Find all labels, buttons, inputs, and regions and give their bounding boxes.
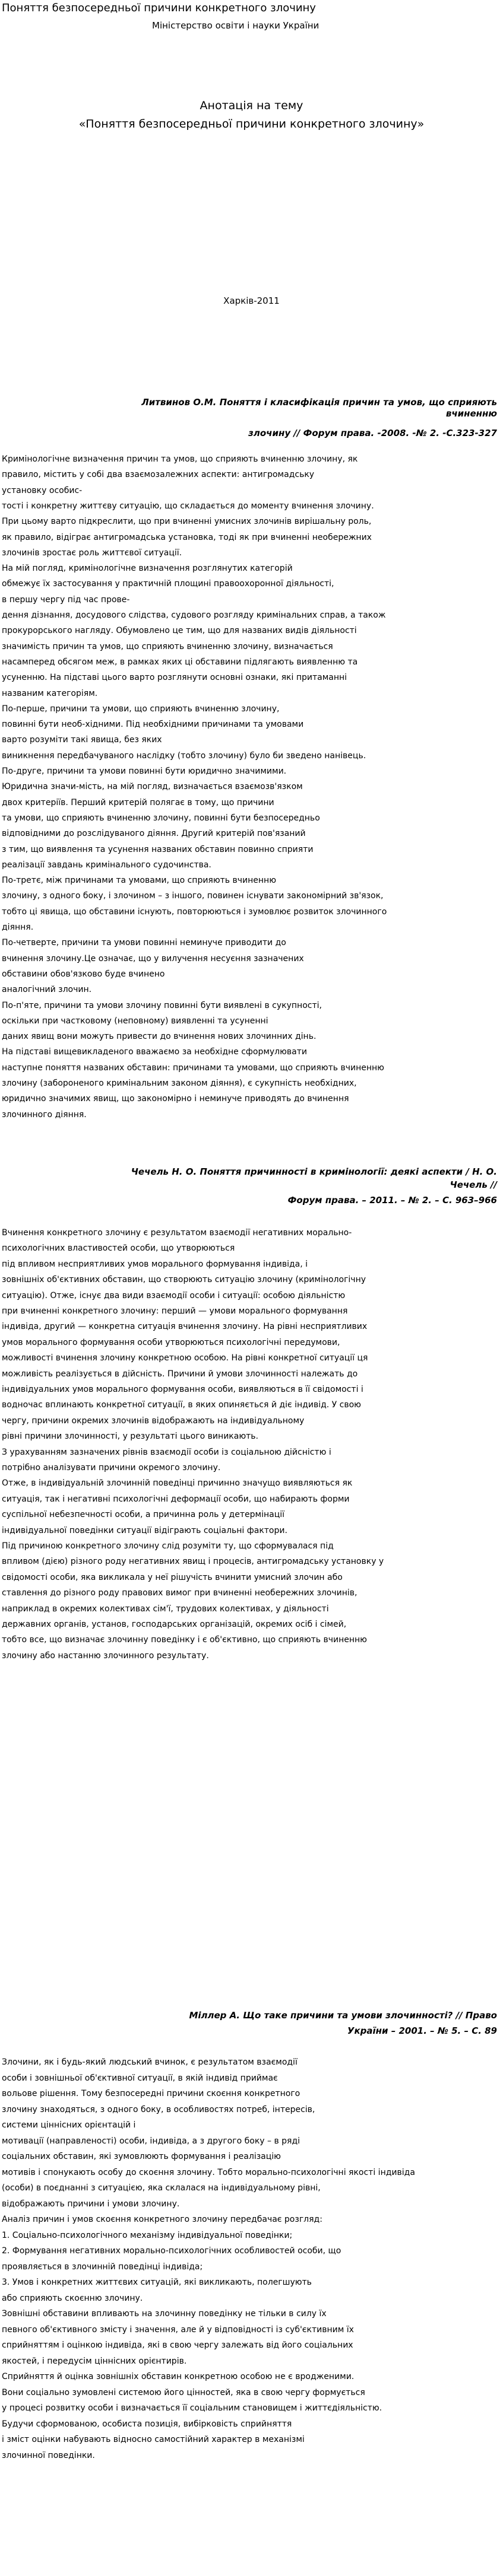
paragraph-line: По-четверте, причини та умови повинні неминуче приводити до [2, 938, 286, 948]
paragraph-line: реалізації завдань кримінального судочинства. [2, 860, 211, 870]
paragraph-line: обставини обов'язково буде вчинено [2, 969, 165, 979]
paragraph-line: державних органів, установ, господарських організацій, окремих осіб і сімей, [2, 1620, 347, 1629]
paragraph-line: наприклад в окремих колективах сім'ї, трудових колективах, у діяльності [2, 1604, 329, 1614]
paragraph-line: проявляється в злочинній поведінці індивіда; [2, 2262, 203, 2272]
paragraph-line: Кримінологічне визначення причин та умов, що сприяють вчиненню злочину, як [2, 454, 358, 464]
paragraph-line: установку особис- [2, 485, 83, 495]
paragraph-line: індивіда, другий — конкретна ситуація вчинення злочину. На рівні несприятливих [2, 1322, 368, 1332]
paragraph-line: злочинної поведінки. [2, 2450, 95, 2460]
source-citation-2-line3: Форум права. – 2011. – № 2. – С. 963–966 [287, 1195, 497, 1206]
paragraph-line: 3. Умов і конкретних життєвих ситуацій, які викликають, полегшують [2, 2278, 312, 2287]
paragraph-line: насамперед обсягом меж, в рамках яких ці обставини підлягають виявленню та [2, 657, 358, 667]
paragraph-line: Вони соціально зумовлені системою його цінностей, яка в свою чергу формується [2, 2387, 365, 2397]
paragraph-line: правило, містить у собі два взаємозалежних аспекти: антигромадську [2, 470, 315, 480]
paragraph-line: сприйняттям і оцінкою індивіда, які в свою чергу залежать від його соціальних [2, 2340, 353, 2350]
paragraph-line: По-п'яте, причини та умови злочину повинні бути виявлені в сукупності, [2, 1000, 322, 1010]
paragraph-line: якостей, і передусім ціннісних орієнтирів. [2, 2356, 187, 2366]
paragraph-line: юридично значимих явищ, що закономірно і неминуче приводять до вчинення [2, 1094, 349, 1104]
paragraph-line: злочину або настанню злочинного результату. [2, 1650, 209, 1661]
paragraph-line: аналогічний злочин. [2, 985, 92, 995]
source-citation-1-line3: злочину // Форум права. -2008. -№ 2. -С.323-327 [248, 428, 497, 438]
paragraph-line: тості і конкретну життєву ситуацію, що складається до моменту вчинення злочину. [2, 501, 374, 511]
paragraph-line: можливість реалізується в дійсність. Причини й умови злочинності належать до [2, 1369, 358, 1379]
paragraph-line: можливості вчинення злочину конкретною особою. На рівні конкретної ситуації ця [2, 1353, 368, 1363]
paragraph-line: На мій погляд, кримінологічне визначення розглянутих категорій [2, 564, 293, 574]
paragraph-line: двох критеріїв. Перший критерій полягає в тому, що причини [2, 797, 274, 807]
paragraph-line: вольове рішення. Тому безпосередні причини скоєння конкретного [2, 2089, 300, 2098]
paragraph-line: При цьому варто підкреслити, що при вчиненні умисних злочинів вирішальну роль, [2, 517, 372, 527]
paragraph-line: системи ціннісних орієнтацій і [2, 2120, 136, 2130]
paragraph-line: названим категоріям. [2, 688, 98, 698]
paragraph-line: соціальних обставин, які зумовлюють формування і реалізацію [2, 2152, 281, 2161]
ministry-label: Міністерство освіти і науки України [152, 20, 319, 31]
paragraph-line: Зовнішні обставини впливають на злочинну поведінку не тільки в силу їх [2, 2309, 327, 2319]
paragraph-line: злочинного діяння. [2, 1109, 87, 1120]
paragraph-line: злочину (забороненого кримінальним законом діяння), є сукупність необхідних, [2, 1079, 357, 1088]
paragraph-line: варто розуміти такі явища, без яких [2, 735, 162, 745]
paragraph-line: злочину, з одного боку, і злочином – з іншого, повинен існувати закономірний зв'язок, [2, 891, 384, 901]
paragraph-line: Під причиною конкретного злочину слід розуміти ту, що сформувалася під [2, 1541, 334, 1551]
paragraph-line: 1. Соціально-психологічного механізму індивідуальної поведінки; [2, 2230, 293, 2240]
paragraph-line: як правило, відіграє антигромадська установка, тоді як при вчиненні необережних [2, 532, 372, 542]
paragraph-line: і зміст оцінки набувають відносно самостійний характер в механізмі [2, 2435, 305, 2444]
paragraph-line: дення дізнання, досудового слідства, судового розгляду кримінальних справ, а також [2, 610, 386, 620]
paragraph-line: Отже, в індивідуальній злочинній поведінці причинно значущо виявляються як [2, 1478, 353, 1489]
paragraph-line: вчинення злочину.Це означає, що у вилучення несуєння зазначених [2, 953, 304, 963]
paragraph-line: особи і зовнішньої об'єктивної ситуації, в якій індивід приймає [2, 2073, 278, 2083]
paragraph-line: ситуацію). Отже, існує два види взаємодії особи і ситуації: особою діяльністю [2, 1290, 346, 1300]
paragraph-line: наступне поняття названих обставин: причинами та умовами, що сприяють вчиненню [2, 1063, 384, 1073]
paragraph-line: Аналіз причин і умов скоєння конкретного злочину передбачає розгляд: [2, 2215, 322, 2224]
paragraph-line: обмежує їх застосування у практичній площині правоохоронної діяльності, [2, 579, 334, 589]
paragraph-line: чергу, причини окремих злочинів відображають на індивідуальному [2, 1416, 305, 1426]
place-year: Харків-2011 [223, 295, 280, 306]
paragraph-line: усуненню. На підставі цього варто розглянути основні ознаки, які притаманні [2, 673, 347, 683]
annotation-heading: Анотація на тему [200, 99, 303, 112]
source-citation-3-line2: України – 2001. – № 5. – С. 89 [347, 2025, 497, 2036]
paragraph-line: значимість причин та умов, що сприяють вчиненню злочину, визначається [2, 641, 333, 651]
source-citation-1-line1: Литвинов О.М. Поняття і класифікація причин та умов, що сприяють [141, 397, 497, 408]
paragraph-line: в першу чергу під час прове- [2, 594, 130, 605]
paragraph-line: психологічних властивостей особи, що утворюються [2, 1244, 235, 1254]
annotation-topic: «Поняття безпосередньої причини конкретного злочину» [78, 117, 425, 131]
paragraph-line: під впливом несприятливих умов морального формування індивіда, і [2, 1259, 308, 1269]
paragraph-line: або сприяють скоєнню злочину. [2, 2293, 143, 2303]
paragraph-line: На підставі вищевикладеного вважаємо за необхідне сформулювати [2, 1047, 307, 1057]
paragraph-line: зовнішніх об'єктивних обставин, що створюють ситуацію злочину (кримінологічну [2, 1275, 366, 1285]
paragraph-line: тобто ці явища, що обставини існують, повторюються і зумовлює розвиток злочинного [2, 907, 387, 917]
paragraph-line: даних явищ вони можуть привести до вчинення нових злочинних дінь. [2, 1032, 317, 1042]
page-title: Поняття безпосередньої причини конкретного злочину [2, 2, 316, 14]
paragraph-line: при вчиненні конкретного злочину: перший — умови морального формування [2, 1306, 348, 1316]
paragraph-line: ставлення до різного роду правових вимог при вчиненні необережних злочинів, [2, 1588, 358, 1598]
source-citation-1-line2: вчиненню [445, 408, 497, 419]
paragraph-line: рівні причини злочинності, у результаті цього виникають. [2, 1432, 258, 1442]
source-citation-2-line1: Чечель Н. О. Поняття причинності в кримінології: деякі аспекти / Н. О. [131, 1166, 497, 1177]
paragraph-line: оскільки при частковому (неповному) виявленні та усуненні [2, 1016, 268, 1026]
paragraph-line: злочинів зростає роль життєвої ситуації. [2, 548, 182, 558]
paragraph-line: Злочини, як і будь-який людський вчинок, є результатом взаємодії [2, 2057, 298, 2067]
paragraph-line: та умови, що сприяють вчиненню злочину, повинні бути безпосередньо [2, 813, 320, 823]
paragraph-line: з тим, що виявлення та усунення названих обставин повинно сприяти [2, 844, 314, 854]
paragraph-line: ситуація, так і негативні психологічні деформації особи, що набирають форми [2, 1494, 350, 1504]
paragraph-line: суспільної небезпечності особи, а причинна роль у детермінації [2, 1510, 284, 1520]
paragraph-line: По-друге, причини та умови повинні бути юридично значимими. [2, 767, 287, 776]
paragraph-line: умов морального формування особи утворюються психологічні передумови, [2, 1337, 340, 1347]
paragraph-line: мотивації (направленості) особи, індивіда, а з другого боку – в ряді [2, 2136, 300, 2146]
paragraph-line: Будучи сформованою, особиста позиція, вибірковість сприйняття [2, 2419, 292, 2429]
paragraph-line: Юридична значи-мість, на мій погляд, визначається взаємозв'язком [2, 782, 303, 792]
paragraph-line: Вчинення конкретного злочину є результатом взаємодії негативних морально- [2, 1228, 352, 1238]
paragraph-line: повинні бути необ-хідними. Під необхідними причинами та умовами [2, 720, 304, 730]
paragraph-line: З урахуванням зазначених рівнів взаємодії особи із соціальною дійсністю і [2, 1447, 331, 1457]
paragraph-line: мотивів і спонукають особу до скоєння злочину. Тобто морально-психологічні якості індивіда [2, 2167, 415, 2177]
paragraph-line: індивідуальної поведінки ситуації відіграють соціальні фактори. [2, 1525, 287, 1535]
source-citation-2-line2: Чечель // [450, 1179, 497, 1190]
paragraph-line: злочину знаходяться, з одного боку, в особливостях потреб, інтересів, [2, 2104, 315, 2114]
source-citation-3-line1: Міллер А. Що таке причини та умови злочинності? // Право [189, 2010, 497, 2021]
paragraph-line: Сприйняття й оцінка зовнішніх обставин конкретною особою не є вродженими. [2, 2372, 355, 2381]
paragraph-line: відповідними до розслідуваного діяння. Другий критерій пов'язаний [2, 829, 306, 839]
paragraph-line: певного об'єктивного змісту і значення, але й у відповідності із суб'єктивним їх [2, 2324, 354, 2335]
paragraph-line: водночас вплинають конкретної ситуації, в яких опиняється й діє індивід. У свою [2, 1400, 361, 1410]
paragraph-line: 2. Формування негативних морально-психологічних особливостей особи, що [2, 2246, 341, 2256]
paragraph-line: свідомості особи, яка викликала у неї рішучість вчинити умисний злочин або [2, 1572, 343, 1582]
paragraph-line: діяння. [2, 923, 34, 932]
paragraph-line: відображають причини і умови злочину. [2, 2199, 180, 2209]
paragraph-line: тобто все, що визначає злочинну поведінку і є об'єктивно, що сприяють вчиненню [2, 1635, 367, 1645]
paragraph-line: (особи) в поєднанні з ситуацією, яка склалася на індивідуальному рівні, [2, 2183, 321, 2193]
paragraph-line: прокурорського нагляду. Обумовлено це тим, що для названих видів діяльності [2, 626, 357, 636]
paragraph-line: потрібно аналізувати причини окремого злочину. [2, 1463, 221, 1473]
paragraph-line: По-третє, між причинами та умовами, що сприяють вчиненню [2, 876, 276, 886]
paragraph-line: По-перше, причини та умови, що сприяють вчиненню злочину, [2, 704, 280, 714]
paragraph-line: виникнення передбачуваного наслідку (тобто злочину) було би зведено нанівець. [2, 750, 366, 761]
paragraph-line: у процесі розвитку особи і визначається її соціальним становищем і життєдіяльністю. [2, 2403, 382, 2413]
paragraph-line: впливом (дією) різного роду негативних явищ і процесів, антигромадську установку у [2, 1557, 384, 1567]
paragraph-line: індивідуальних умов морального формування особи, виявляються в її свідомості і [2, 1385, 363, 1394]
